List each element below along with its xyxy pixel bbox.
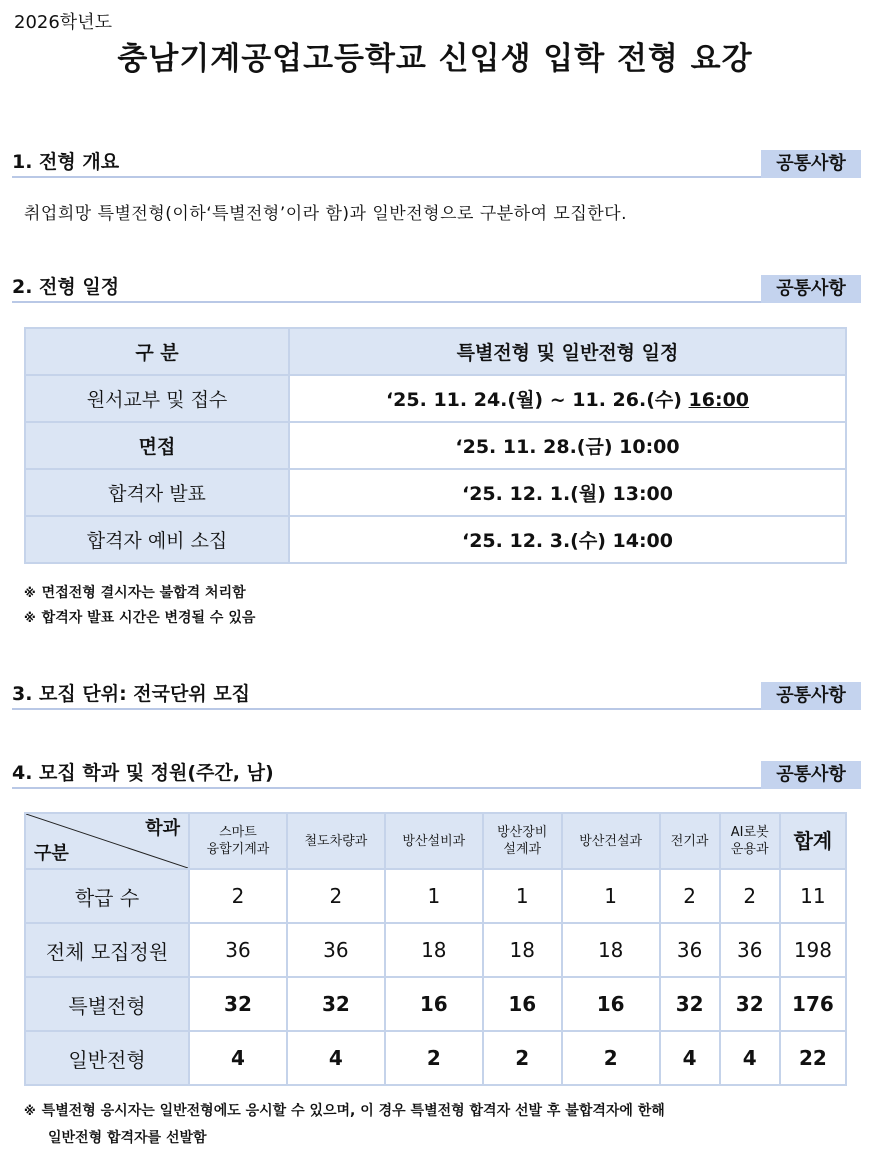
row-value: ‘25. 12. 3.(수) 14:00 [289, 516, 846, 563]
section-divider [12, 787, 861, 789]
row-value: ‘25. 11. 28.(금) 10:00 [289, 422, 846, 469]
common-badge: 공통사항 [761, 150, 861, 178]
dept-header: 철도차량과 [287, 813, 385, 869]
cell: 2 [385, 1031, 483, 1085]
section-divider [12, 708, 861, 710]
row-label: 학급 수 [25, 869, 189, 923]
cell: 2 [189, 869, 287, 923]
cell: 2 [483, 1031, 562, 1085]
total-cell: 11 [780, 869, 846, 923]
cell: 36 [189, 923, 287, 977]
section-heading: 3. 모집 단위: 전국단위 모집 [12, 683, 251, 705]
cell: 16 [483, 977, 562, 1031]
section-recruitment-unit-header [12, 682, 861, 710]
quota-note-continued: 일반전형 합격자를 선발함 [48, 1130, 207, 1146]
dept-header: 방산설비과 [385, 813, 483, 869]
cell: 36 [660, 923, 720, 977]
table-row [25, 923, 846, 977]
total-cell: 22 [780, 1031, 846, 1085]
cell: 18 [483, 923, 562, 977]
dept-header: 스마트 융합기계과 [189, 813, 287, 869]
note-marker: ※ [24, 586, 36, 600]
cell: 1 [483, 869, 562, 923]
total-cell: 176 [780, 977, 846, 1031]
row-label: 특별전형 [25, 977, 189, 1031]
cell: 16 [385, 977, 483, 1031]
cell: 32 [287, 977, 385, 1031]
section-schedule-header [12, 275, 861, 303]
cell: 32 [660, 977, 720, 1031]
section-divider [12, 301, 861, 303]
quota-note: ※ 특별전형 응시자는 일반전형에도 응시할 수 있으며, 이 경우 특별전형 합격자 선발 후 불합격자에 한해 [24, 1103, 665, 1119]
deadline-time: 16:00 [688, 389, 750, 411]
section-divider [12, 176, 861, 178]
row-label: 전체 모집정원 [25, 923, 189, 977]
dept-header: AI로봇 운용과 [720, 813, 780, 869]
corner-dept-label: 학과 [145, 818, 180, 839]
schedule-note: ※ 합격자 발표 시간은 변경될 수 있음 [24, 610, 256, 626]
cell: 2 [562, 1031, 660, 1085]
cell: 1 [385, 869, 483, 923]
cell: 4 [720, 1031, 780, 1085]
table-row [25, 869, 846, 923]
quota-table [24, 812, 847, 1086]
section-heading: 4. 모집 학과 및 정원(주간, 남) [12, 762, 274, 784]
table-row [25, 1031, 846, 1085]
cell: 36 [720, 923, 780, 977]
cell: 18 [385, 923, 483, 977]
table-row [25, 469, 846, 516]
cell: 1 [562, 869, 660, 923]
section-overview-header [12, 150, 861, 178]
section-heading: 1. 전형 개요 [12, 151, 120, 173]
row-label: 합격자 예비 소집 [25, 516, 289, 563]
row-label: 일반전형 [25, 1031, 189, 1085]
schedule-note: ※ 면접전형 결시자는 불합격 처리함 [24, 585, 246, 601]
cell: 32 [189, 977, 287, 1031]
section-departments-header [12, 761, 861, 789]
table-row [25, 422, 846, 469]
overview-text: 취업희망 특별전형(이하‘특별전형’이라 함)과 일반전형으로 구분하여 모집한다. [24, 204, 627, 224]
header-cell: 특별전형 및 일반전형 일정 [289, 328, 846, 375]
header-cell: 구 분 [25, 328, 289, 375]
total-header: 합계 [780, 813, 846, 869]
table-row [25, 516, 846, 563]
note-marker: ※ [24, 611, 36, 625]
corner-category-label: 구분 [34, 843, 69, 864]
dept-header: 전기과 [660, 813, 720, 869]
total-cell: 198 [780, 923, 846, 977]
row-label: 원서교부 및 접수 [25, 375, 289, 422]
dept-header: 방산장비 설계과 [483, 813, 562, 869]
school-year: 2026학년도 [14, 12, 112, 33]
page-title: 충남기계공업고등학교 신입생 입학 전형 요강 [117, 41, 753, 77]
schedule-table [24, 327, 847, 564]
cell: 36 [287, 923, 385, 977]
cell: 16 [562, 977, 660, 1031]
common-badge: 공통사항 [761, 275, 861, 303]
row-value [289, 375, 846, 422]
note-marker: ※ [24, 1104, 36, 1118]
cell: 32 [720, 977, 780, 1031]
row-label: 합격자 발표 [25, 469, 289, 516]
cell: 2 [660, 869, 720, 923]
cell: 2 [287, 869, 385, 923]
section-heading: 2. 전형 일정 [12, 276, 120, 298]
table-row [25, 375, 846, 422]
dept-header: 방산건설과 [562, 813, 660, 869]
cell: 18 [562, 923, 660, 977]
table-header-row [25, 328, 846, 375]
row-value: ‘25. 12. 1.(월) 13:00 [289, 469, 846, 516]
corner-cell [25, 813, 189, 869]
date-range: ‘25. 11. 24.(월) ~ 11. 26.(수) [385, 389, 682, 411]
table-header-row [25, 813, 846, 869]
table-row [25, 977, 846, 1031]
common-badge: 공통사항 [761, 761, 861, 789]
cell: 4 [660, 1031, 720, 1085]
cell: 4 [189, 1031, 287, 1085]
common-badge: 공통사항 [761, 682, 861, 710]
cell: 4 [287, 1031, 385, 1085]
cell: 2 [720, 869, 780, 923]
row-label: 면접 [25, 422, 289, 469]
